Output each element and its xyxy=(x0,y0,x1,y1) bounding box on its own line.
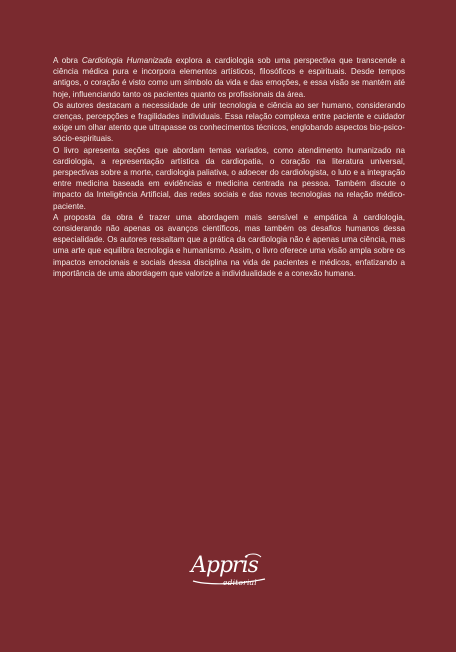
logo-wordmark: Appris xyxy=(191,553,258,578)
logo-subtext: editorial xyxy=(223,578,257,587)
publisher-logo xyxy=(187,551,271,591)
book-title: Cardiologia Humanizada xyxy=(81,56,173,65)
p1-intro: A obra xyxy=(53,56,82,65)
synopsis-paragraph-2: Os autores destacam a necessidade de unir tecnologia e ciência ao ser humano, considerando crenças, percepções e fragilidades individuais. Essa relação complexa entre paciente e cuidador exige um olhar atento que ultrapasse os conhecimentos técnicos, englobando aspectos bio-psico-sócio-espirituais. xyxy=(53,100,405,144)
synopsis-paragraph-3: O livro apresenta seções que abordam temas variados, como atendimento humanizado na cardiologia, a representação artística da cardiopatia, o coração na literatura universal, perspectivas sobre a morte, cardiologia paliativa, o adoecer do cardiologista, o luto e a integração entre medicina baseada em evidências e medicina centrada na pessoa. Também discute o impacto da Inteligência Artificial, das redes sociais e das novas tecnologias na relação médico-paciente. xyxy=(53,145,405,211)
synopsis-paragraph-1 xyxy=(53,55,405,100)
p1-body: explora a cardiologia sob uma perspectiva que transcende a ciência médica pura e incorpora elementos artísticos, filosóficos e espirituais. Desde tempos antigos, o coração é visto como um símbolo da vida e das emoções, e essa visão se mantém até hoje, influenciando tanto os pacientes quanto os profissionais da área. xyxy=(53,56,405,99)
synopsis-paragraph-4: A proposta da obra é trazer uma abordagem mais sensível e empática à cardiologia, considerando não apenas os avanços científicos, mas também os desafios humanos dessa especialidade. Os autores ressaltam que a prática da cardiologia não é apenas uma ciência, mas uma arte que equilibra tecnologia e humanismo. Assim, o livro oferece uma visão ampla sobre os impactos emocionais e sociais dessa disciplina na vida de pacientes e médicos, enfatizando a importância de uma abordagem que valorize a individualidade e a conexão humana. xyxy=(53,212,405,278)
synopsis-text xyxy=(53,55,405,279)
